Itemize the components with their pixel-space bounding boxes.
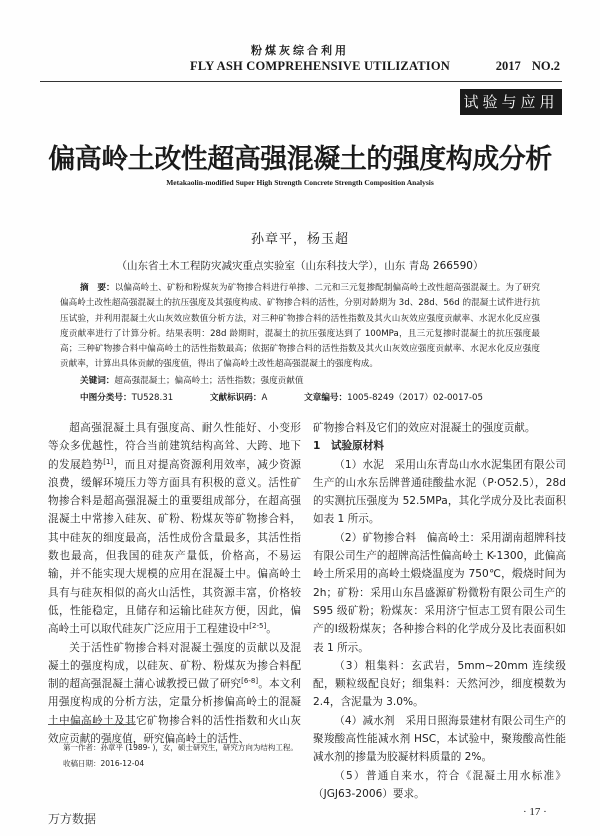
article-title-cn: 偏高岭土改性超高强混凝土的强度构成分析	[48, 144, 552, 175]
intro-paragraph-1: 超高强混凝土具有强度高、耐久性能好、小变形等众多优越性，符合当前建筑结构高耸、大跨、地下的发展趋势[1]，而且对提高资源利用效率，减少资源浪费，缓解环境压力等方面具有积极的意义。活性矿物掺合料是超高强混凝土的重要组成部分，在超高强混凝土中常掺入硅灰、矿粉、粉煤灰等矿物掺合料，其中硅灰的细度最高，活性成份含量最多，其活性指数也最高，但我国的硅灰产量低，价格高，不易运输，并不能实现大规模的应用在混凝土中。偏高岭土具有与硅灰相似的高火山活性，其资源丰富，价格较低，性能稳定，且储存和运输比硅灰方便，因此，偏高岭土可以取代硅灰广泛应用于工程建设中[2-5]。	[48, 422, 302, 636]
keywords-label: 关键词：	[80, 376, 115, 386]
section-tag: 试验与应用	[460, 89, 562, 115]
material-item-aggregate: （3）粗集料：玄武岩，5mm~20mm 连续级配，颗粒级配良好；细集料：天然河沙，细度模数为 2.4，含泥量为 3.0%。	[313, 659, 566, 709]
journal-name-cn: 粉煤灰综合利用	[251, 44, 349, 57]
abstract	[60, 281, 540, 373]
watermark: 万方数据	[48, 812, 97, 826]
material-item-admixture: （2）矿物掺合料 偏高岭土：采用湖南超牌科技有限公司生产的超牌高活性偏高岭土 K-1300，此偏高岭土所采用的高岭土煅烧温度为 750℃，煅烧时间为 2h；矿粉：采用山东昌盛源矿粉微粉有限公司生产的 S95 级矿粉；粉煤灰：采用济宁恒志工贸有限公司生产的Ⅰ级粉煤灰；各种掺合料的化学成分及比表面积如表 1 所示。	[313, 531, 566, 654]
article-number: 文章编号：1005-8249（2017）02-0017-05	[304, 393, 483, 403]
material-item-water: （5）普通自来水，符合《混凝土用水标准》（JGJ63-2006）要求。	[313, 769, 566, 800]
abstract-text: 以偏高岭土、矿粉和粉煤灰为矿物掺合料进行单掺、二元和三元复掺配制偏高岭土改性超高强混凝土。为了研究偏高岭土改性超高强混凝土的抗压强度及其强度构成、矿物掺合料的活性，分别对龄期为 3d、28d、56d 的混凝土试件进行抗压试验，并利用混凝土火山灰效应数值分析方法，对三种矿物掺合料的活性指数及其火山灰效应强度贡献率、水泥水化反应强度贡献率进行了计算分析。结果表明：28d 龄期时，混凝土的抗压强度达到了 100MPa，且三元复掺时混凝土的抗压强度最高；三种矿物掺合料中偏高岭土的活性指数最高；依据矿物掺合料的活性指数及其火山灰效应强度贡献率、水泥水化反应强度贡献率，计算出具体贡献的强度值，得出了偏高岭土改性超高强混凝土的强度构成。	[60, 283, 540, 370]
intro-continuation: 矿物掺合料及它们的效应对混凝土的强度贡献。	[313, 422, 536, 434]
intro-paragraph-2: 关于活性矿物掺合料对混凝土强度的贡献以及混凝土的强度构成，以硅灰、矿粉、粉煤灰为掺合料配制的超高强混凝土蒲心诚教授已做了研究[6-8]。本文利用强度构成的分析方法，定量分析掺偏高岭土的混凝土中偏高岭土及其它矿物掺合料的活性指数和火山灰效应贡献的强度值，研究偏高岭土的活性、	[48, 641, 302, 746]
citation[interactable]: [2-5]	[249, 622, 267, 631]
affiliation: （山东省土木工程防灾减灾重点实验室（山东科技大学），山东 青岛 266590）	[116, 260, 484, 272]
article-title-en: Metakaolin-modified Super High Strength Concrete Strength Composition Analysis	[166, 178, 434, 187]
author-note: 第一作者：孙章平 (1989- )，女，硕士研究生，研究方向为结构工程。	[63, 743, 298, 752]
body-left-column	[48, 419, 301, 748]
footnote	[48, 740, 301, 772]
article-meta	[80, 391, 483, 403]
section-heading-materials: 1 试验原材料	[313, 440, 384, 453]
abstract-label: 摘 要：	[80, 283, 115, 293]
material-item-cement: （1）水泥 采用山东青岛山水水泥集团有限公司生产的山水东岳牌普通硅酸盐水泥（P·O52.5），28d 的实测抗压强度为 52.5MPa，其化学成分及比表面积如表 1 所示。	[313, 458, 566, 526]
material-item-water-reducer: （4）减水剂 采用日照海景建材有限公司生产的聚羧酸高性能减水剂 HSC，本试验中，聚羧酸高性能减水剂的掺量为胶凝材料质量的 2%。	[313, 714, 566, 764]
journal-name-en: FLY ASH COMPREHENSIVE UTILIZATION	[190, 59, 451, 73]
citation[interactable]: [1]	[103, 457, 114, 466]
keywords-text: 超高强混凝土；偏高岭土；活性指数；强度贡献值	[114, 376, 304, 386]
keywords	[80, 374, 303, 386]
authors: 孙章平，杨玉超	[250, 232, 349, 247]
header-divider	[40, 81, 562, 82]
citation[interactable]: [6-8]	[241, 677, 259, 686]
body-right-column	[313, 419, 566, 803]
page-number: · 17 ·	[523, 806, 547, 818]
clc-number: 中图分类号：TU528.31	[80, 393, 174, 403]
received-date: 收稿日期：2016-12-04	[63, 759, 145, 768]
document-code: 文献标识码：A	[209, 393, 268, 403]
footnote-divider	[48, 724, 136, 725]
issue-number: 2017 NO.2	[495, 59, 560, 73]
